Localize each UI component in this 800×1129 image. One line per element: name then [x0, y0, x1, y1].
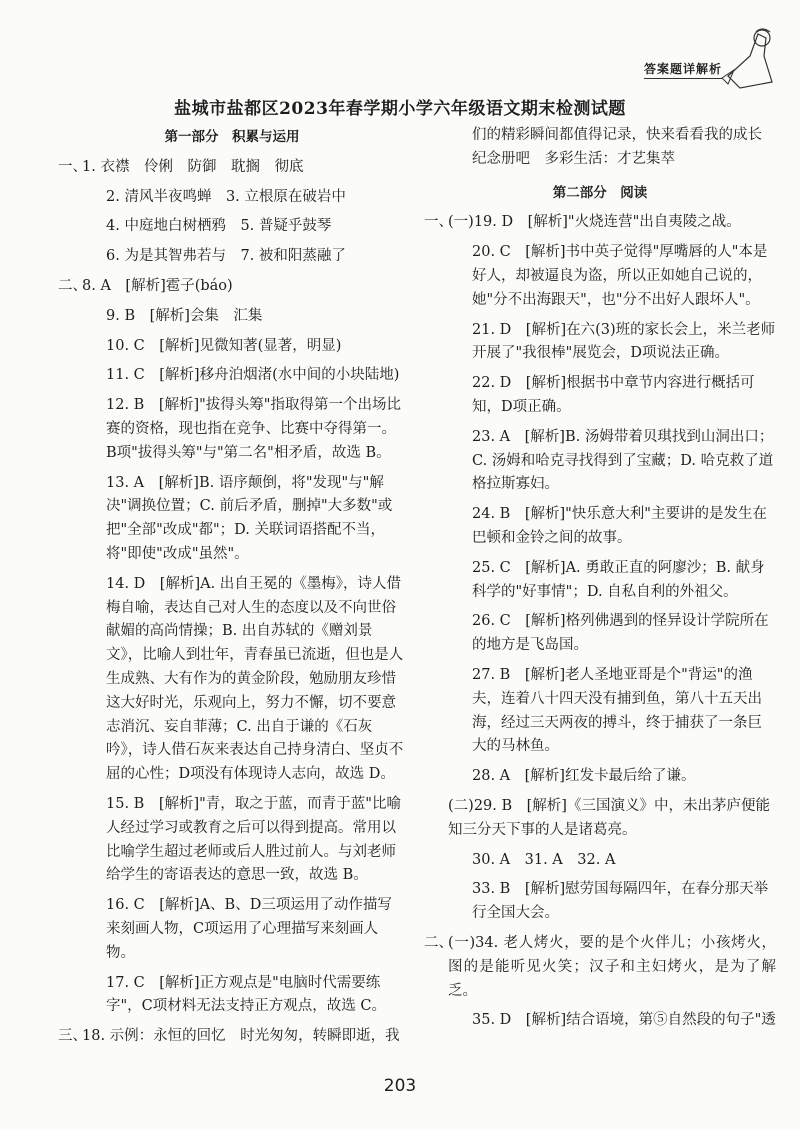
answer-q33: 33. B [解析]慰劳国每隔四年，在春分那天举行全国大会。: [472, 881, 769, 922]
right-column: [424, 124, 776, 1039]
section-prefix: 三、: [58, 1028, 87, 1045]
answer-q20: 20. C [解析]书中英子觉得"厚嘴唇的人"本是好人，却被逼良为盗，所以正如她自己说的，她"分不出海跟天"，也"分不出好人跟坏人"。: [472, 244, 768, 308]
section-prefix: 二、: [424, 934, 453, 951]
answer-q28: 28. A [解析]红发卡最后给了谦。: [472, 768, 696, 785]
mascot-illustration: [720, 26, 780, 92]
answer-q27: 27. B [解析]老人圣地亚哥是个"背运"的渔夫，连着八十四天没有捕到鱼，第八十五天出海，经过三天两夜的搏斗，终于捕获了一条巨大的马林鱼。: [472, 666, 762, 755]
answer-q12: 12. B [解析]"拔得头筹"指取得第一个出场比赛的资格，现也指在竞争、比赛中夺得第一。B项"拔得头筹"与"第二名"相矛盾，故选 B。: [106, 397, 401, 461]
answer-q18: 18. 示例：永恒的回忆 时光匆匆，转瞬即逝，我: [82, 1028, 400, 1045]
answer-q4-5: 4. 中庭地白树栖鸦 5. 普疑乎鼓琴: [106, 218, 332, 235]
answer-q13: 13. A [解析]B. 语序颠倒，将"发现"与"解决"调换位置；C. 前后矛盾，删掉"大多数"或把"全部"改成"都"；D. 关联词语搭配不当，将"即使"改成"虽然"。: [106, 474, 393, 562]
answer-q22: 22. D [解析]根据书中章节内容进行概括可知，D项正确。: [472, 375, 755, 415]
page-title: 盐城市盐都区2023年春学期小学六年级语文期末检测试题: [174, 99, 626, 119]
reading-group-1: [424, 211, 776, 235]
section-prefix: 一、: [424, 214, 453, 231]
answer-q25: 25. C [解析]A. 勇敢正直的阿廖沙；B. 献身科学的"好事情"；D. 自私自利的外祖父。: [472, 559, 765, 600]
answer-q14: 14. D [解析]A. 出自王冕的《墨梅》，诗人借梅自喻，表达自己对人生的态度以及不向世俗献媚的高尚情操；B. 出自苏轼的《赠刘景文》，比喻人到壮年，青春虽已流逝，但也是人生成熟、大有作为的黄金阶段，勉励朋友珍惜这大好时光，乐观向上，努力不懈，切不要意志消沉、妄自菲薄；C. 出自于谦的《石灰吟》，诗人借石灰来表达自己持身清白、坚贞不屈的心性；D项没有体现诗人志向，故选 D。: [106, 575, 404, 783]
page-number: 203: [383, 1076, 417, 1096]
reading-group-2: [424, 932, 776, 1003]
answer-q26: 26. C [解析]格列佛遇到的怪异设计学院所在的地方是飞岛国。: [472, 613, 769, 654]
answer-q30-32: 30. A 31. A 32. A: [472, 851, 616, 868]
answer-q19: (一)19. D [解析]"火烧连营"出自夷陵之战。: [448, 214, 741, 231]
answer-q24: 24. B [解析]"快乐意大利"主要讲的是发生在巴顿和金铃之间的故事。: [472, 506, 767, 546]
answer-group-2: [58, 275, 406, 299]
answer-q11: 11. C [解析]移舟泊烟渚(水中间的小块陆地): [106, 367, 400, 384]
part1-heading: 第一部分 积累与运用: [164, 129, 300, 145]
answer-q1-7-line1: 1. 衣襟 伶俐 防御 耽搁 彻底: [82, 158, 304, 175]
answer-q35: 35. D [解析]结合语境，第⑤自然段的句子"透: [472, 1012, 776, 1029]
answer-q17: 17. C [解析]正方观点是"电脑时代需要练字"，C项材料无法支持正方观点，故选 C。: [106, 974, 386, 1015]
header-badge: [610, 44, 780, 92]
answer-q29: (二)29. B [解析]《三国演义》中，未出茅庐便能知三分天下事的人是诸葛亮。: [448, 797, 770, 838]
answer-q9: 9. B [解析]会集 汇集: [106, 307, 263, 324]
answer-group-3: [58, 1025, 406, 1049]
answer-q34: (一)34. 老人烤火，要的是个火伴儿；小孩烤火，图的是能听见火笑；汉子和主妇烤火，是为了解乏。: [448, 934, 776, 999]
answer-q15: 15. B [解析]"青，取之于蓝，而青于蓝"比喻人经过学习或教育之后可以得到提高。常用以比喻学生超过老师或后人胜过前人。与刘老师给学生的寄语表达的意思一致，故选 B。: [106, 795, 401, 884]
part2-heading: 第二部分 阅读: [552, 184, 648, 201]
answer-group-1: [58, 156, 406, 180]
answer-q10: 10. C [解析]见微知著(显著，明显): [106, 337, 342, 354]
answer-q21: 21. D [解析]在六(3)班的家长会上，米兰老师开展了"我很棒"展览会，D项说法正确。: [472, 321, 776, 362]
section-prefix: 二、: [58, 277, 87, 294]
header-badge-text: 答案题详解析: [644, 60, 722, 79]
section-prefix: 一、: [58, 158, 87, 175]
answer-q6-7: 6. 为是其智弗若与 7. 被和阳蒸融了: [106, 248, 346, 265]
left-column: [58, 124, 406, 1055]
answer-q8: 8. A [解析]雹子(báo): [82, 277, 233, 294]
answer-q23: 23. A [解析]B. 汤姆带着贝琪找到山洞出口；C. 汤姆和哈克寻找得到了宝藏；D. 哈克救了道格拉斯寡妇。: [472, 428, 774, 493]
answer-q18-continued: 们的精彩瞬间都值得记录，快来看看我的成长纪念册吧 多彩生活：才艺集萃: [472, 127, 762, 167]
answer-q2-3: 2. 清风半夜鸣蝉 3. 立根原在破岩中: [106, 188, 346, 205]
answer-q16: 16. C [解析]A、B、D三项运用了动作描写来刻画人物，C项运用了心理描写来刻画人物。: [106, 897, 392, 961]
